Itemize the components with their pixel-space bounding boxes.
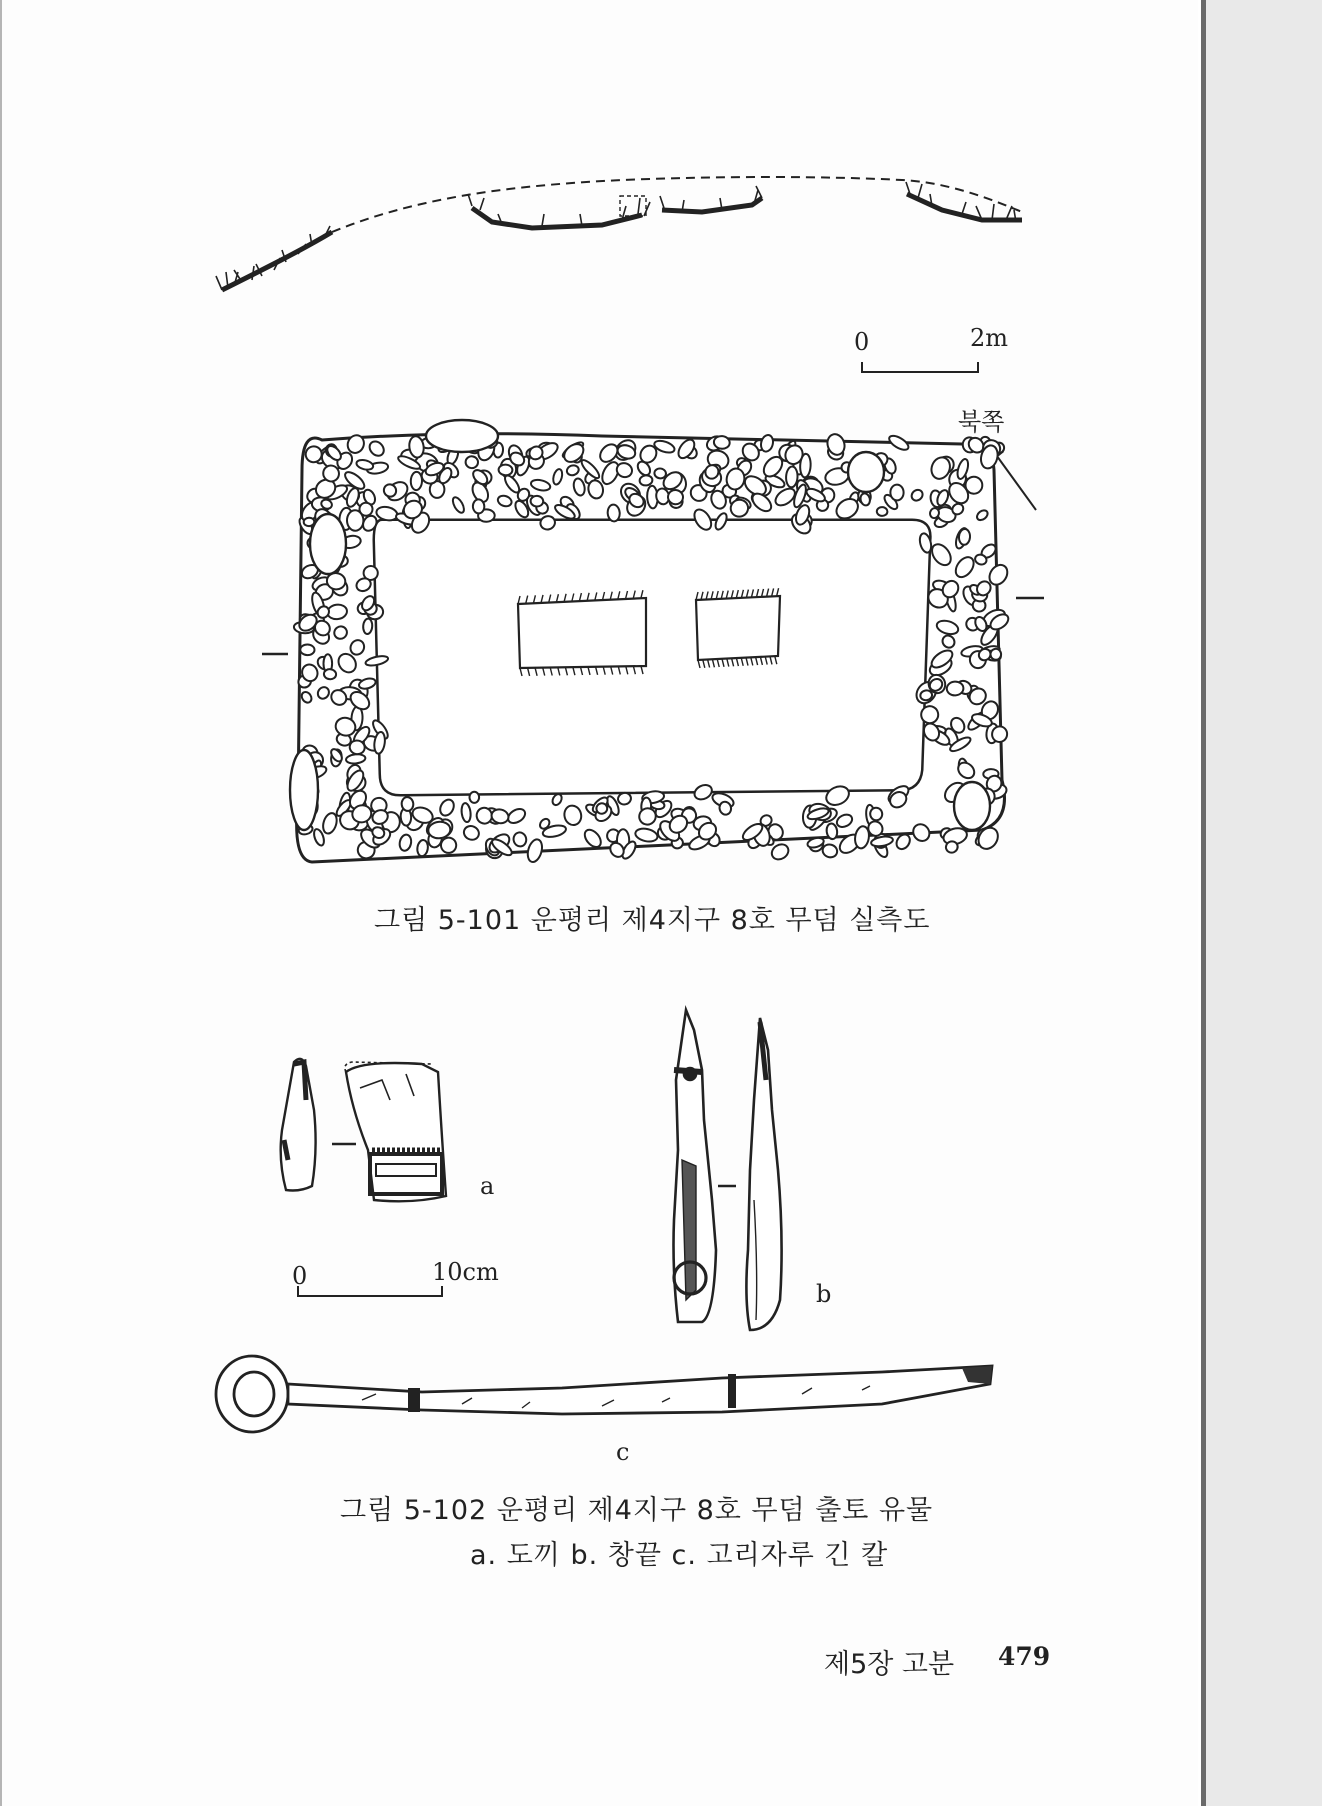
artifact-b-spearheads: [674, 1010, 782, 1330]
stone: [363, 618, 373, 634]
stone: [596, 802, 608, 814]
figure-5-101-caption: 그림 5-101 운평리 제4지구 8호 무덤 실측도: [374, 905, 931, 936]
stone: [877, 507, 888, 517]
stone: [890, 484, 903, 500]
stone: [300, 644, 314, 655]
stone: [990, 648, 1002, 660]
stone: [946, 681, 964, 696]
north-label: 북쪽: [958, 408, 1005, 436]
stone: [465, 456, 479, 469]
scale-10cm-end-label: 10cm: [432, 1258, 499, 1286]
stone: [401, 796, 414, 811]
figure-5-102-caption: 그림 5-102 운평리 제4지구 8호 무덤 출토 유물: [340, 1495, 934, 1526]
artifact-b-label: b: [816, 1280, 832, 1308]
tomb-section-profile: [216, 177, 1022, 290]
stone: [920, 690, 933, 702]
scale-10cm-zero-label: 0: [292, 1262, 308, 1290]
stone: [870, 835, 893, 848]
scale-2m-zero-label: 0: [854, 328, 870, 356]
scale-bar-10cm: [298, 1286, 442, 1296]
stone: [323, 669, 336, 680]
stone: [498, 464, 512, 475]
stone: [713, 435, 730, 449]
stone: [639, 475, 653, 486]
scale-2m-end-label: 2m: [970, 324, 1009, 352]
stone: [473, 499, 485, 513]
stone: [786, 466, 798, 487]
chapter-footer: 제5장 고분: [824, 1649, 955, 1680]
artifact-a-axe: [281, 1059, 446, 1202]
artifact-c-label: c: [616, 1438, 630, 1466]
tomb-plan: [262, 420, 1044, 864]
stone: [958, 529, 970, 546]
stone: [530, 495, 543, 506]
artifact-c-ring-pommel-sword: [216, 1356, 992, 1432]
stone: [607, 504, 620, 522]
scale-bar-2m: [862, 362, 978, 372]
page-number: 479: [998, 1642, 1051, 1671]
artifact-a-label: a: [480, 1172, 495, 1200]
figure-5-102-legend: a. 도끼 b. 창끝 c. 고리자루 긴 칼: [470, 1540, 889, 1571]
stone: [470, 792, 480, 803]
stone: [347, 510, 364, 531]
stone: [410, 472, 422, 491]
